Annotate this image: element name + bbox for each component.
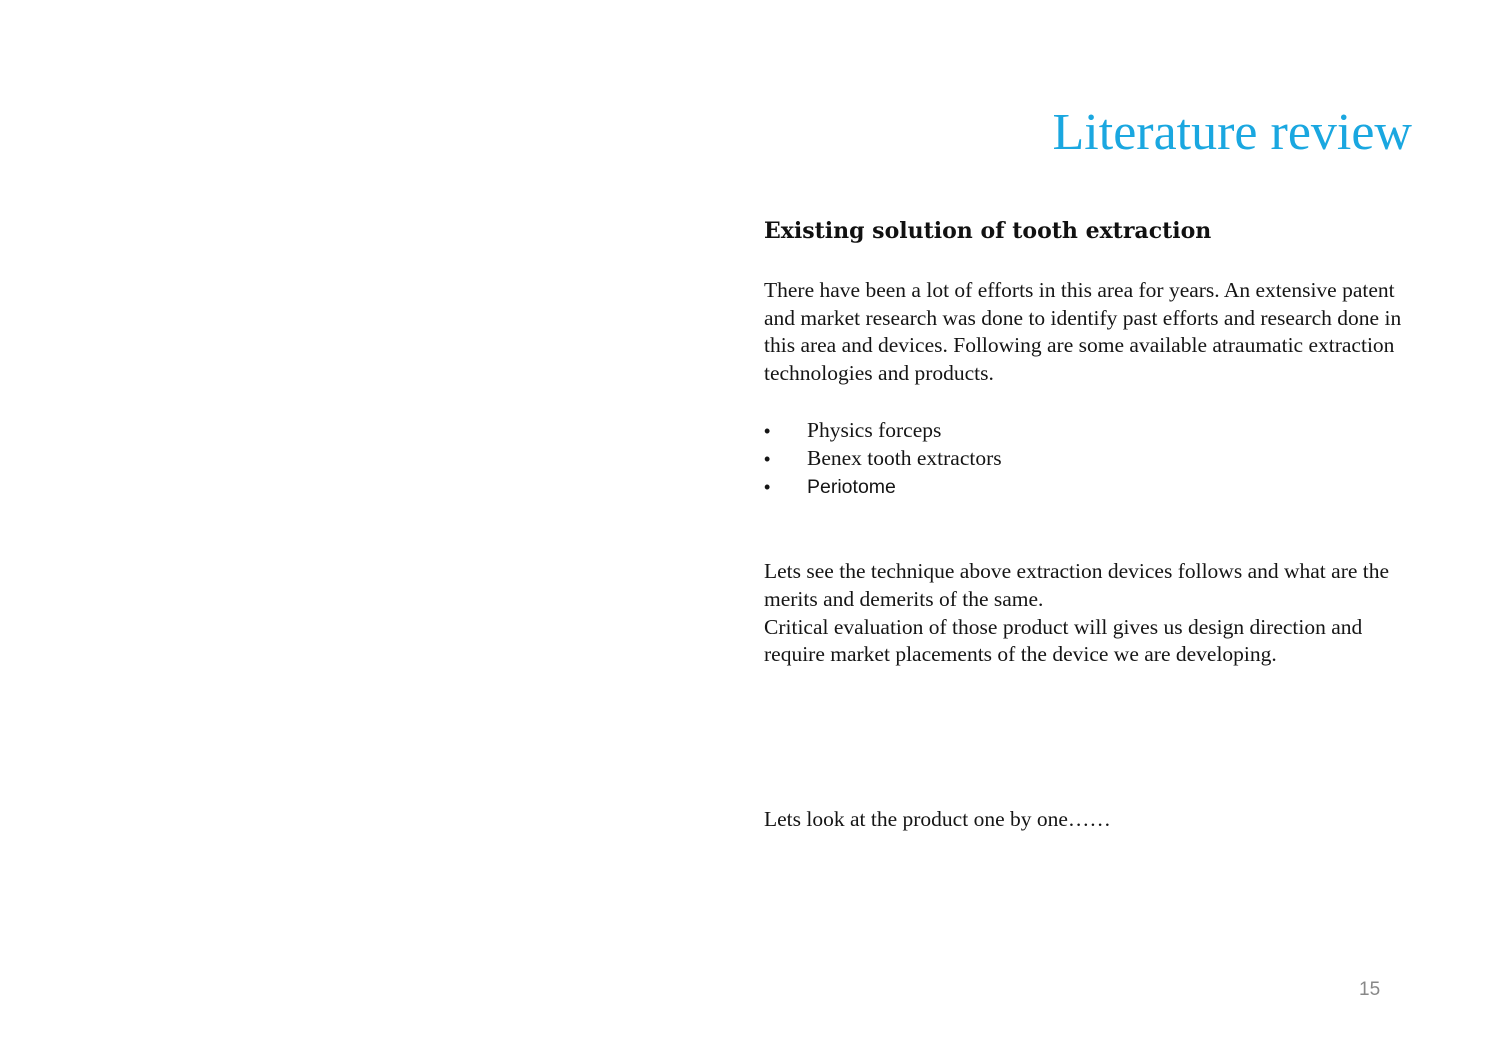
section-heading: Existing solution of tooth extraction — [764, 218, 1212, 244]
list-item-label: Physics forceps — [807, 417, 942, 442]
closing-paragraph: Lets look at the product one by one…… — [764, 807, 1111, 832]
list-item-label: Benex tooth extractors — [807, 446, 1002, 471]
list-item — [764, 445, 1424, 474]
page-title: Literature review — [1052, 104, 1412, 161]
evaluation-paragraph: Critical evaluation of those product will gives us design direction and require market placements of the device we are developing. — [764, 614, 1363, 667]
extraction-products-list — [764, 417, 1424, 502]
page-number: 15 — [1359, 979, 1381, 1000]
list-item-label: Periotome — [807, 475, 896, 498]
bullet-icon: • — [764, 420, 771, 441]
list-item — [764, 417, 1424, 446]
bullet-icon: • — [764, 449, 771, 470]
bullet-icon: • — [764, 476, 771, 497]
techniques-paragraph: Lets see the technique above extraction devices follows and what are the merits and demerits of the same. — [764, 559, 1390, 612]
list-item — [764, 474, 1424, 502]
literature-review-content — [764, 212, 1424, 834]
intro-paragraph: There have been a lot of efforts in this area for years. An extensive patent and market research was done to identify past efforts and research done in this area and devices. Following are some available atraumatic extraction technologies and products. — [764, 278, 1402, 386]
